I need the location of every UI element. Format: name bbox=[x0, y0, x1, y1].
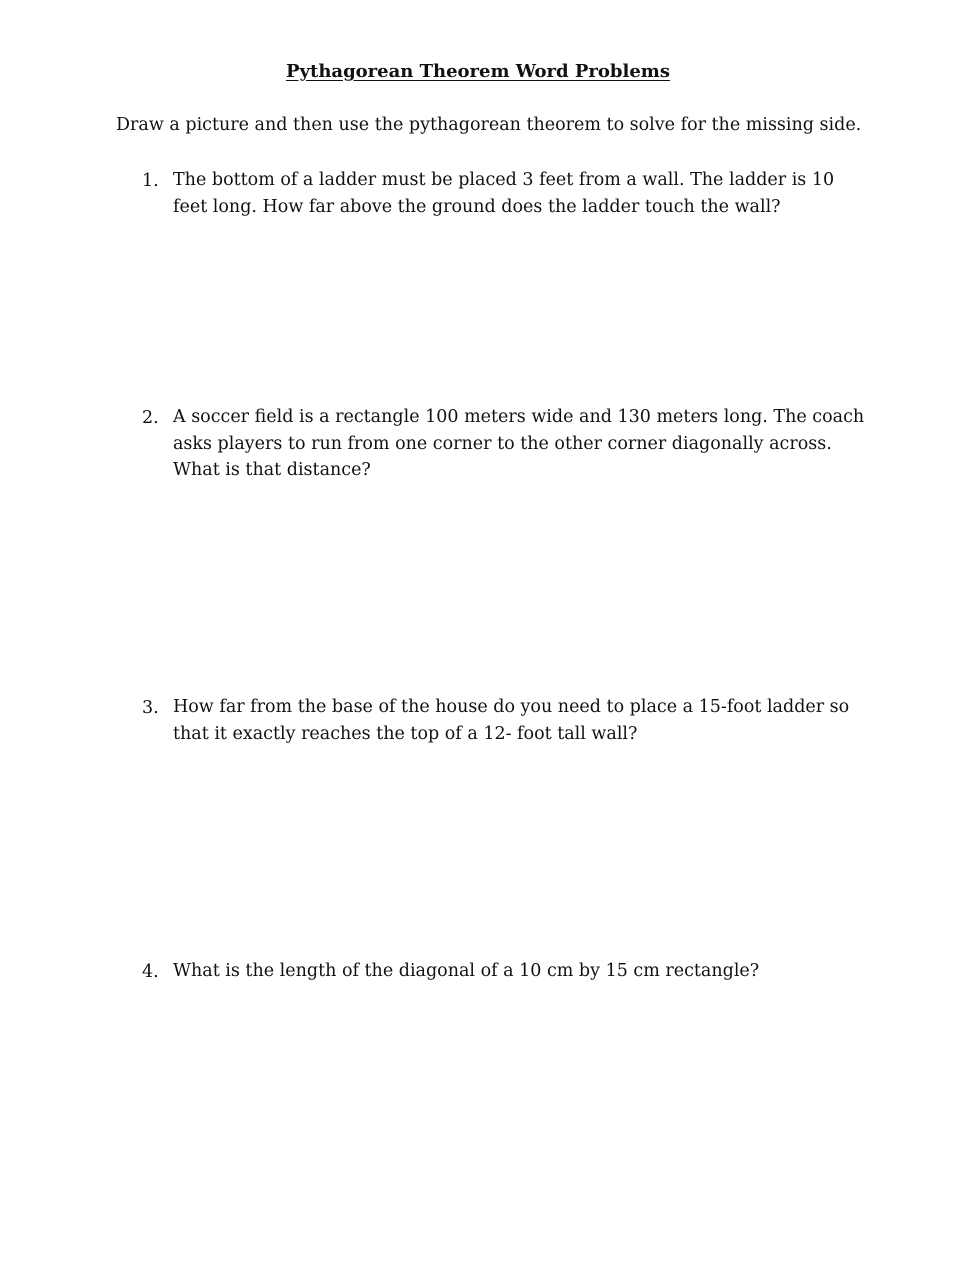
instructions-text: Draw a picture and then use the pythagorean theorem to solve for the missing side. bbox=[116, 115, 862, 135]
problem-text: How far from the base of the house do you need to place a 15-foot ladder so that it exactly reaches the top of a 12- foot tall wall? bbox=[173, 697, 850, 744]
problem-text: A soccer field is a rectangle 100 meters wide and 130 meters long. The coach asks players to run from one corner to the other corner diagonally across. What is that distance? bbox=[173, 407, 865, 480]
problem-number: 4. bbox=[142, 962, 159, 982]
problem-number: 1. bbox=[142, 171, 159, 191]
page-title: Pythagorean Theorem Word Problems bbox=[286, 61, 670, 82]
problem-number: 3. bbox=[142, 698, 159, 718]
problem-text: The bottom of a ladder must be placed 3 feet from a wall. The ladder is 10 feet long. How far above the ground does the ladder touch the wall? bbox=[173, 170, 835, 217]
problem-number: 2. bbox=[142, 408, 159, 428]
problem-text: What is the length of the diagonal of a 10 cm by 15 cm rectangle? bbox=[173, 961, 760, 981]
